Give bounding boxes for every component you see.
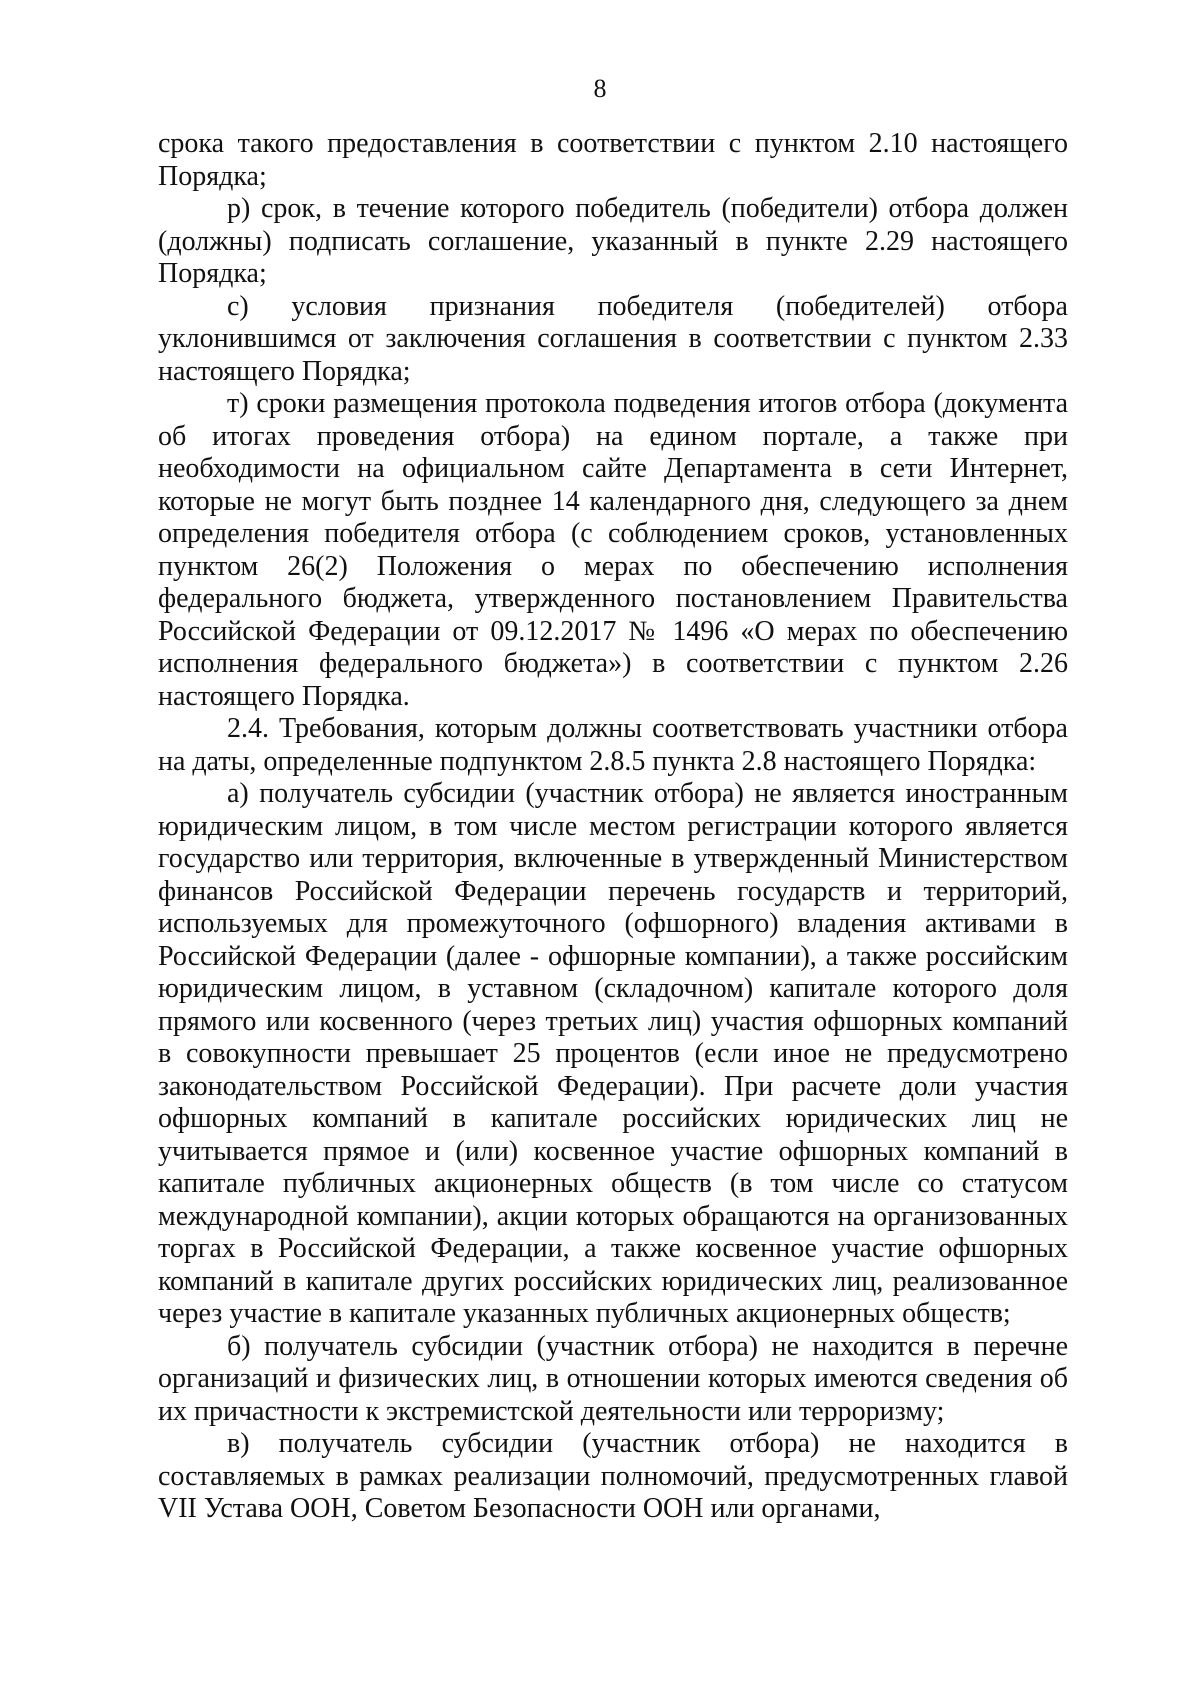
paragraph-item-v: в) получатель субсидии (участник отбора) не находится в составляемых в рамках реализации полномочий, предусмотренных главой VII Устава ООН, Советом Безопасности ООН или органами, [158, 1428, 1068, 1524]
paragraph-continuation: срока такого предоставления в соответствии с пунктом 2.10 настоящего Порядка; [158, 128, 1068, 192]
paragraph-item-t: т) сроки размещения протокола подведения итогов отбора (документа об итогах проведения отбора) на едином портале, а также при необходимости на официальном сайте Департамента в сети Интернет, которые не могут быть позднее 14 календарного дня, следующего за днем определения победителя отбора (с соблюдением сроков, установленных пунктом 26(2) Положения о мерах по обеспечению исполнения федерального бюджета, утвержденного постановлением Правительства Российской Федерации от 09.12.2017 № 1496 «О мерах по обеспечению исполнения федерального бюджета») в соответствии с пунктом 2.26 настоящего Порядка. [158, 388, 1068, 712]
paragraph-item-r: р) срок, в течение которого победитель (победители) отбора должен (должны) подписать соглашение, указанный в пункте 2.29 настоящего Порядка; [158, 193, 1068, 289]
document-body [158, 128, 1068, 1526]
paragraph-item-s: с) условия признания победителя (победителей) отбора уклонившимся от заключения соглашения в соответствии с пунктом 2.33 настоящего Порядка; [158, 290, 1068, 387]
paragraph-item-a: а) получатель субсидии (участник отбора) не является иностранным юридическим лицом, в том числе местом регистрации которого является государство или территория, включенные в утвержденный Министерством финансов Российской Федерации перечень государств и территорий, используемых для промежуточного (офшорного) владения активами в Российской Федерации (далее - офшорные компании), а также российским юридическим лицом, в уставном (складочном) капитале которого доля прямого или косвенного (через третьих лиц) участия офшорных компаний в совокупности превышает 25 процентов (если иное не предусмотрено законодательством Российской Федерации). При расчете доли участия офшорных компаний в капитале российских юридических лиц не учитывается прямое и (или) косвенное участие офшорных компаний в капитале публичных акционерных обществ (в том числе со статусом международной компании), акции которых обращаются на организованных торгах в Российской Федерации, а также косвенное участие офшорных компаний в капитале других российских юридических лиц, реализованное через участие в капитале указанных публичных акционерных обществ; [158, 778, 1068, 1329]
paragraph-item-b: б) получатель субсидии (участник отбора) не находится в перечне организаций и физических лиц, в отношении которых имеются сведения об их причастности к экстремистской деятельности или терроризму; [158, 1330, 1068, 1427]
page-number: 8 [593, 74, 607, 103]
paragraph-section-2-4: 2.4. Требования, которым должны соответствовать участники отбора на даты, определенные подпунктом 2.8.5 пункта 2.8 настоящего Порядка: [158, 713, 1068, 777]
